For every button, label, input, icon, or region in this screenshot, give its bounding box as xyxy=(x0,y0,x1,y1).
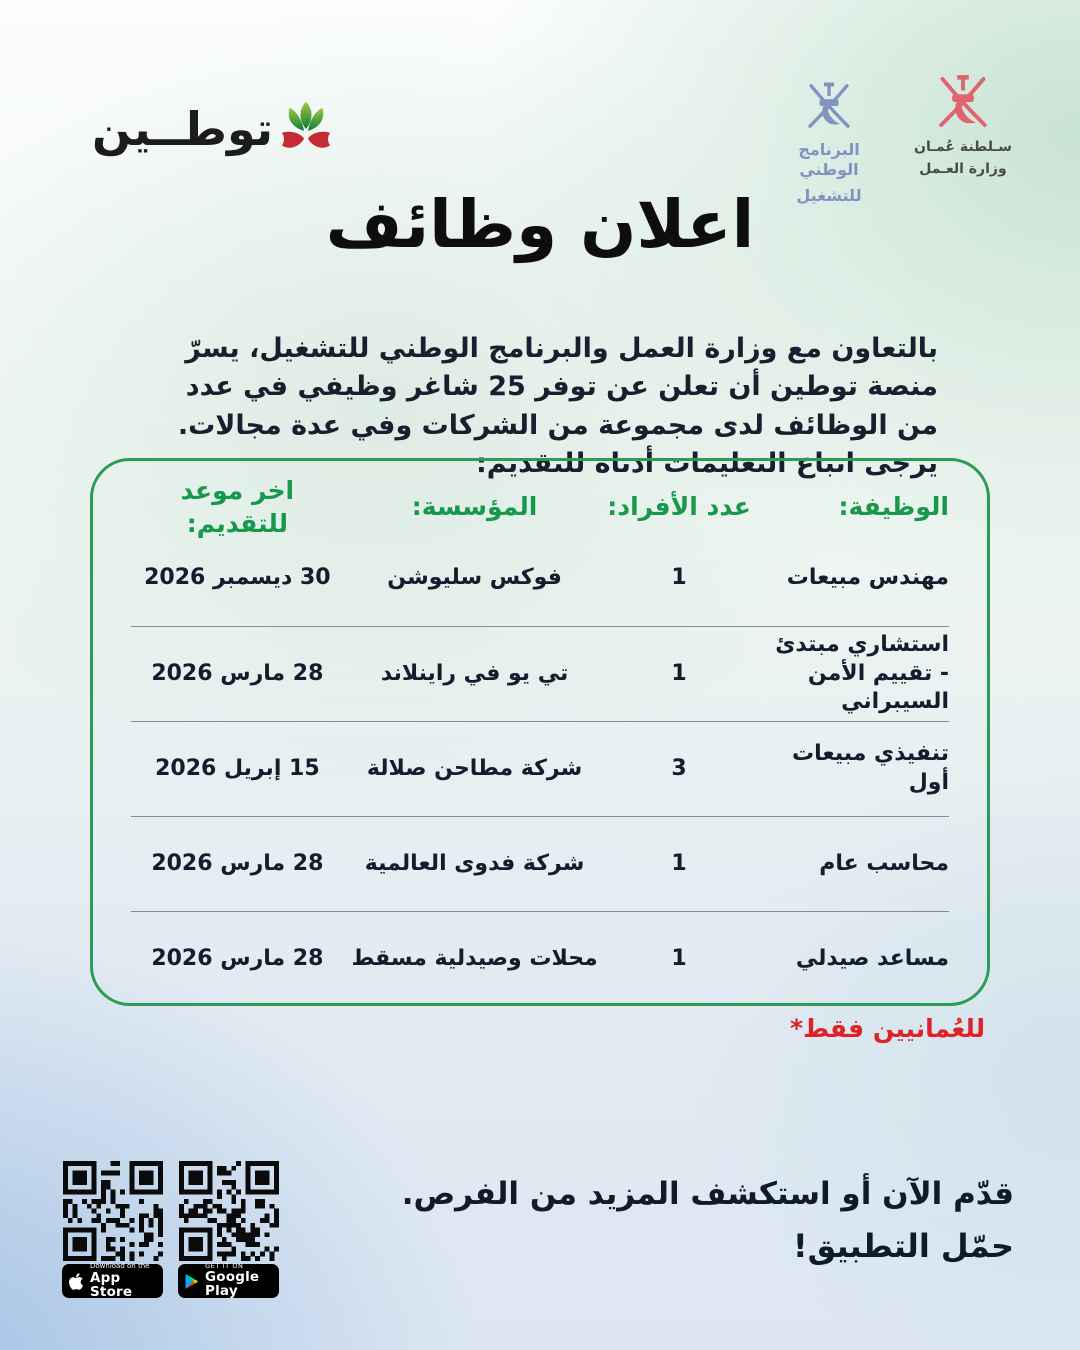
tawteen-logo xyxy=(92,98,335,160)
company-cell: فوكس سليوشن xyxy=(387,565,562,591)
company-cell: شركة مطاحن صلالة xyxy=(366,755,583,781)
mol-logo-text-line2: وزارة العـمل xyxy=(919,161,1007,178)
nep-logo-text-line2: للتشغيل xyxy=(796,186,862,205)
company-cell: تي يو في راينلاند xyxy=(380,660,569,686)
cta-line2: حمّل التطبيق! xyxy=(793,1227,1014,1265)
store-links xyxy=(62,1161,279,1298)
company-cell: محلات وصيدلية مسقط xyxy=(351,945,598,971)
app-store-badge-text xyxy=(90,1263,157,1299)
intro-paragraph: بالتعاون مع وزارة العمل والبرنامج الوطني للتشغيل، يسرّ منصة توطين أن تعلن عن توفر 25 شاغر وظيفي في عدد من الوظائف لدى مجموعة من الشركات وفي عدة مجالات. xyxy=(177,333,938,441)
table-row xyxy=(131,531,949,626)
mol-logo-text-line1: سـلطنة عُمـان xyxy=(914,139,1012,155)
job-cell: محاسب عام xyxy=(819,850,949,876)
apple-icon xyxy=(68,1272,84,1291)
omanis-only-note: للعُمانيين فقط* xyxy=(789,1014,985,1043)
app-store-badge-bottom: App Store xyxy=(90,1269,133,1300)
intro-instruction: يرجى اتباع التعليمات أدناه للتقديم: xyxy=(475,447,938,479)
nep-logo-text-line1: البرنامج الوطني xyxy=(798,140,860,179)
app-store-badge-top: Download on the xyxy=(90,1262,150,1271)
count-cell: 1 xyxy=(671,850,687,876)
company-cell: شركة فدوى العالمية xyxy=(364,850,585,876)
ministry-of-labour-logo xyxy=(904,70,1022,178)
count-cell: 3 xyxy=(671,755,687,781)
jobs-table xyxy=(90,458,990,1006)
header-company: المؤسسة: xyxy=(411,492,538,522)
google-play-badge[interactable] xyxy=(178,1264,279,1298)
deadline-cell: 28 مارس 2026 xyxy=(151,945,324,971)
jobs-table-body xyxy=(131,531,949,1006)
count-cell: 1 xyxy=(671,565,687,591)
page-title: اعلان وظائف xyxy=(325,186,755,263)
cta-text xyxy=(402,1176,1014,1265)
app-store-column xyxy=(62,1161,163,1298)
google-play-badge-text xyxy=(205,1263,273,1298)
oman-emblem-icon xyxy=(801,78,857,134)
deadline-cell: 15 إبريل 2026 xyxy=(155,755,320,781)
count-cell: 1 xyxy=(671,945,687,971)
table-row xyxy=(131,911,949,1006)
job-cell: استشاري مبتدئ - تقييم الأمن السيبراني xyxy=(775,632,949,715)
header-count: عدد الأفراد: xyxy=(607,492,751,522)
job-cell: مهندس مبيعات xyxy=(786,565,949,591)
job-cell: تنفيذي مبيعات أول xyxy=(792,741,949,795)
jobs-table-header xyxy=(131,475,949,538)
tawteen-flower-icon xyxy=(277,98,335,160)
tawteen-wordmark: توطــين xyxy=(92,102,274,156)
table-row xyxy=(131,626,949,721)
qr-code-google-play[interactable] xyxy=(179,1161,279,1261)
header-deadline: اخر موعد للتقديم: xyxy=(180,476,295,538)
google-play-icon xyxy=(184,1273,199,1290)
count-cell: 1 xyxy=(671,660,687,686)
table-row xyxy=(131,721,949,816)
oman-emblem-icon xyxy=(931,70,995,134)
table-row xyxy=(131,816,949,911)
google-play-column xyxy=(178,1161,279,1298)
cta-line1: قدّم الآن أو استكشف المزيد من الفرص. xyxy=(401,1176,1014,1212)
deadline-cell: 28 مارس 2026 xyxy=(151,850,324,876)
qr-code-app-store[interactable] xyxy=(63,1161,163,1261)
header-job: الوظيفة: xyxy=(838,492,949,522)
app-store-badge[interactable] xyxy=(62,1264,163,1298)
deadline-cell: 30 ديسمبر 2026 xyxy=(144,565,331,591)
deadline-cell: 28 مارس 2026 xyxy=(151,660,324,686)
job-cell: مساعد صيدلي xyxy=(795,945,949,971)
google-play-badge-top: GET IT ON xyxy=(205,1262,244,1271)
google-play-badge-bottom: Google Play xyxy=(205,1269,260,1300)
